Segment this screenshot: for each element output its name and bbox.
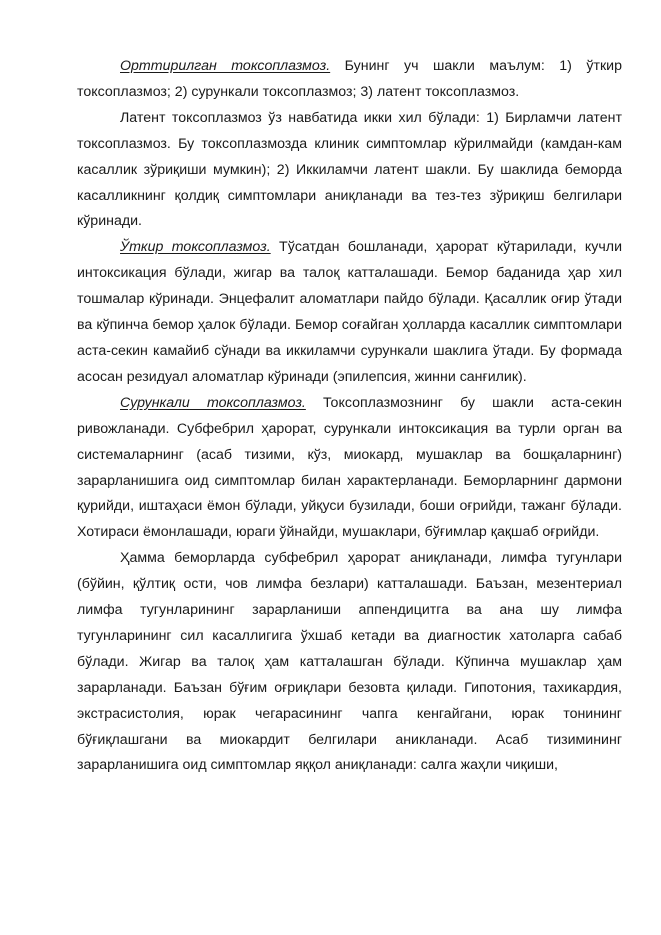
- term-chronic-toxoplasmosis: Сурункали токсоплазмоз.: [120, 394, 306, 411]
- term-acquired-toxoplasmosis: Орттирилган токсоплазмоз.: [120, 58, 331, 74]
- paragraph-chronic-toxoplasmosis: [77, 391, 622, 546]
- paragraph-text: Бунинг уч шакли маълум: 1) ўткир токсоплазмоз; 2) сурункали токсоплазмоз; 3) латент токсоплазмоз.: [77, 58, 622, 100]
- paragraph-symptoms: [77, 546, 622, 779]
- paragraph-text: Тўсатдан бошланади, ҳарорат кўтарилади, кучли интоксикация бўлади, жигар ва талоқ катталашади. Бемор баданида ҳар хил тошмалар кўринади. Энцефалит аломатлари пайдо бўлади. Қасаллик оғир ўтади ва кўпинча бемор ҳалок бўлади. Бемор соғайган ҳолларда касаллик симптомлари аста-секин камайиб сўнади ва иккиламчи сурункали шаклига ўтади. Бу формада асосан резидуал аломатлар кўринади (эпилепсия, жинни санғилик).: [77, 239, 622, 385]
- paragraph-acute-toxoplasmosis: [77, 235, 622, 390]
- term-acute-toxoplasmosis: Ўткир токсоплазмоз.: [120, 239, 271, 256]
- paragraph-text: Ҳамма беморларда субфебрил ҳарорат аниқланади, лимфа тугунлари (бўйин, қўлтиқ ости, чов лимфа безлари) катталашади. Баъзан, мезентериал лимфа тугунларининг зарарланиши аппендицитга ва ана шу лимфа тугунларининг сил касаллигига ўхшаб кетади ва диагностик хатоларга сабаб бўлади. Жигар ва талоқ ҳам катталашган бўлади. Кўпинча мушаклар ҳам зарарланади. Баъзан бўғим оғриқлари безовта қилади. Гипотония, тахикардия, экстрасистолия, юрак чегарасининг чапга кенгайгани, юрак тонининг бўғиқлашгани ва миокардит белгилари аникланади. Асаб тизимининг зарарланишига оид симптомлар яққол аниқланади: салга жаҳли чиқиши,: [77, 550, 622, 774]
- paragraph-text: Латент токсоплазмоз ўз навбатида икки хил бўлади: 1) Бирламчи латент токсоплазмоз. Бу токсоплазмозда клиник симптомлар кўрилмайди (камдан-кам касаллик зўриқиши мумкин); 2) Иккиламчи латент шакли. Бу шаклида беморда касалликнинг қолдиқ симптомлари аниқланади ва тез-тез зўриқиш белгилари кўринади.: [77, 109, 622, 230]
- document-page: [77, 54, 622, 779]
- paragraph-acquired-toxoplasmosis: [77, 54, 622, 106]
- paragraph-text: Токсоплазмознинг бу шакли аста-секин ривожланади. Субфебрил ҳарорат, сурункали интоксикация ва турли орган ва системаларнинг (асаб тизими, кўз, миокард, мушаклар ва бошқаларнинг) зарарланишига оид симптомлар билан характерланади. Беморларнинг дармони қурийди, иштаҳаси ёмон бўлади, уйқуси бузилади, боши оғрийди, тажанг бўлади. Хотираси ёмонлашади, юраги ўйнайди, мушаклари, бўғимлар қақшаб оғрийди.: [77, 394, 622, 541]
- paragraph-latent-toxoplasmosis: [77, 106, 622, 236]
